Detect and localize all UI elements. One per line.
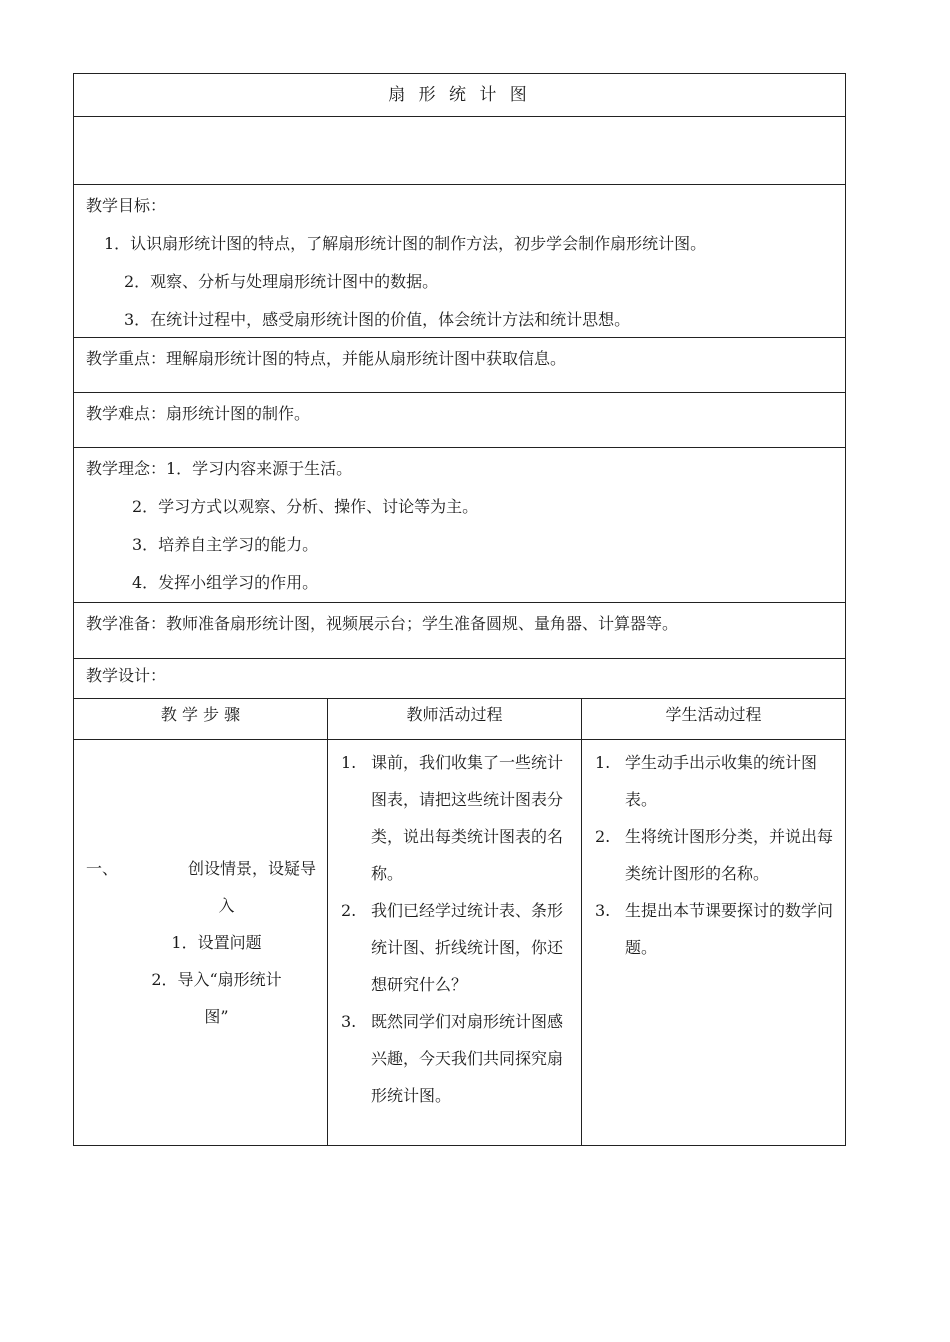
goal-item: 1．认识扇形统计图的特点，了解扇形统计图的制作方法，初步学会制作扇形统计图。 <box>104 234 707 253</box>
preparation-text: 教学准备：教师准备扇形统计图，视频展示台；学生准备圆规、量角器、计算器等。 <box>86 614 679 633</box>
teacher-activity-item: 1. 课前，我们收集了一些统计图表，请把这些统计图表分类，说出每类统计图表的名称。 <box>341 753 564 883</box>
teaching-concept-section <box>74 448 845 603</box>
sub-step-2: 2．导入“扇形统计 <box>151 970 282 989</box>
header-steps: 教 学 步 骤 <box>74 699 328 739</box>
design-label: 教学设计： <box>86 666 167 685</box>
goal-item: 2．观察、分析与处理扇形统计图中的数据。 <box>124 272 439 291</box>
design-table-header <box>74 699 845 740</box>
concept-item: 2．学习方式以观察、分析、操作、讨论等为主。 <box>132 497 479 516</box>
concept-item: 4．发挥小组学习的作用。 <box>132 573 319 592</box>
teaching-focus-section <box>74 338 845 393</box>
student-activity-item: 3. 生提出本节课要探讨的数学问题。 <box>595 901 834 957</box>
difficulty-text: 教学难点：扇形统计图的制作。 <box>86 404 311 423</box>
header-teacher-activity: 教师活动过程 <box>328 699 582 739</box>
student-activity-item: 1. 学生动手出示收集的统计图表。 <box>595 753 818 809</box>
teacher-activity-item: 2. 我们已经学过统计表、条形统计图、折线统计图，你还想研究什么？ <box>341 901 564 994</box>
section-heading <box>86 850 327 887</box>
teaching-preparation-section <box>74 603 845 659</box>
design-table-body <box>74 740 845 1145</box>
header-student-activity: 学生活动过程 <box>665 705 762 724</box>
focus-text: 教学重点：理解扇形统计图的特点，并能从扇形统计图中获取信息。 <box>86 349 567 368</box>
lesson-plan-document <box>73 73 846 1146</box>
steps-cell <box>74 740 328 1145</box>
student-activity-cell <box>582 740 845 1145</box>
section-number: 一、 <box>86 859 119 878</box>
concept-first: 教学理念：1．学习内容来源于生活。 <box>86 459 353 478</box>
blank-row <box>74 117 845 185</box>
design-table <box>74 699 845 1145</box>
section-title: 创设情景，设疑导 <box>188 859 317 878</box>
section-title-cont: 入 <box>218 896 235 915</box>
goals-label: 教学目标： <box>86 196 167 215</box>
sub-step-2-cont: 图” <box>204 1007 229 1026</box>
teaching-design-label-row <box>74 659 845 699</box>
teacher-activity-item: 3. 既然同学们对扇形统计图感兴趣，今天我们共同探究扇形统计图。 <box>341 1012 564 1105</box>
sub-step-1: 1．设置问题 <box>171 933 262 952</box>
teaching-difficulty-section <box>74 393 845 448</box>
concept-item: 3．培养自主学习的能力。 <box>132 535 319 554</box>
student-activity-item: 2. 生将统计图形分类，并说出每类统计图形的名称。 <box>595 827 834 883</box>
teaching-goals-section <box>74 185 845 338</box>
document-title: 扇 形 统 计 图 <box>74 74 845 117</box>
teacher-activity-cell <box>328 740 582 1145</box>
goal-item: 3．在统计过程中，感受扇形统计图的价值，体会统计方法和统计思想。 <box>124 310 631 329</box>
